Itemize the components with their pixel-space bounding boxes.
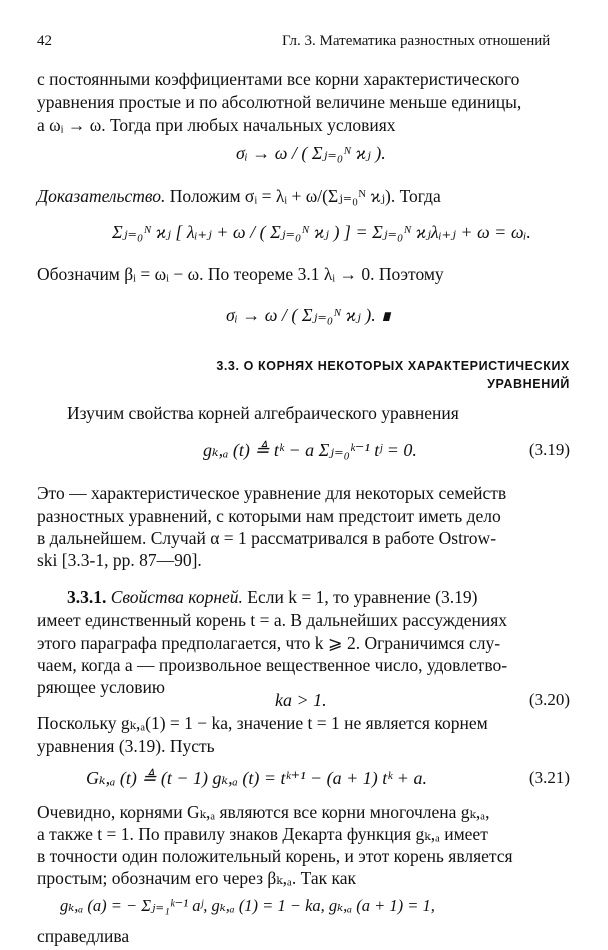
equation-3-21-number: (3.21) [528, 768, 570, 787]
subsection-title: Свойства корней. [110, 587, 243, 607]
section-title-line-1: 3.3. О КОРНЯХ НЕКОТОРЫХ ХАРАКТЕРИСТИЧЕСКИХ [216, 359, 570, 373]
section-title-line-2: УРАВНЕНИЙ [487, 377, 570, 391]
subsection-first-line [67, 586, 477, 609]
paragraph-6-line-2: а также t = 1. По правилу знаков Декарта функция gₖ,ₐ имеет [37, 824, 488, 844]
paragraph-1-line-1: с постоянными коэффициентами все корни характеристического [37, 69, 520, 89]
subsection-line-1: Если k = 1, то уравнение (3.19) [247, 587, 478, 607]
paragraph-4-line-3: в дальнейшем. Случай α = 1 рассматривался в работе Ostrow- [37, 528, 497, 548]
equation-3-21: Gₖ,ₐ (t) ≜ (t − 1) gₖ,ₐ (t) = tᵏ⁺¹ − (a + 1) tᵏ + a. [86, 768, 427, 788]
equation-3-20: ka > 1. [275, 690, 327, 710]
page-number: 42 [37, 33, 52, 49]
paragraph-6-line-1: Очевидно, корнями Gₖ,ₐ являются все корни многочлена gₖ,ₐ, [37, 802, 490, 822]
subsection-line-4: чаем, когда a — произвольное вещественное число, удовлетво- [37, 655, 508, 675]
equation-3-20-number: (3.20) [528, 690, 570, 709]
formula-last: gₖ,ₐ (a) = − Σⱼ₌₁ᵏ⁻¹ aʲ, gₖ,ₐ (1) = 1 − ka, gₖ,ₐ (a + 1) = 1, [60, 896, 435, 915]
formula-2: Σⱼ₌₀ᴺ ϰⱼ [ λᵢ₊ⱼ + ω / ( Σⱼ₌₀ᴺ ϰⱼ ) ] = Σⱼ₌₀ᴺ ϰⱼλᵢ₊ⱼ + ω = ωᵢ. [112, 222, 531, 242]
subsection-number: 3.3.1. [67, 587, 107, 607]
paragraph-3: Изучим свойства корней алгебраического уравнения [67, 403, 459, 423]
equation-3-19-number: (3.19) [528, 440, 570, 459]
formula-1: σᵢ → ω / ( Σⱼ₌₀ᴺ ϰⱼ ). [236, 143, 386, 163]
paragraph-1-line-3: а ωᵢ → ω. Тогда при любых начальных условиях [37, 115, 396, 135]
paragraph-4-line-1: Это — характеристическое уравнение для некоторых семейств [37, 483, 507, 503]
paragraph-4-line-2: разностных уравнений, с которыми нам предстоит иметь дело [37, 506, 501, 526]
proof-line [37, 185, 441, 208]
subsection-line-5: ряющее условию [37, 677, 165, 697]
paragraph-6-line-3: в точности один положительный корень, и этот корень является [37, 846, 513, 866]
formula-3: σᵢ → ω / ( Σⱼ₌₀ᴺ ϰⱼ ). ∎ [226, 305, 392, 325]
equation-3-19: gₖ,ₐ (t) ≜ tᵏ − a Σⱼ₌₀ᵏ⁻¹ tʲ = 0. [203, 440, 417, 460]
proof-label: Доказательство. [37, 186, 166, 206]
paragraph-6-line-4: простым; обозначим его через βₖ,ₐ. Так как [37, 868, 356, 888]
proof-text: Положим σᵢ = λᵢ + ω/(Σⱼ₌₀ᴺ ϰⱼ). Тогда [169, 186, 441, 206]
last-line: справедлива [37, 926, 130, 946]
subsection-line-2: имеет единственный корень t = a. В дальнейших рассуждениях [37, 610, 508, 630]
paragraph-2: Обозначим βᵢ = ωᵢ − ω. По теореме 3.1 λᵢ → 0. Поэтому [37, 264, 444, 284]
paragraph-4-line-4: ski [3.3-1, pp. 87—90]. [37, 550, 202, 570]
subsection-line-3: этого параграфа предполагается, что k ⩾ 2. Ограничимся слу- [37, 633, 501, 653]
running-title: Гл. 3. Математика разностных отношений [282, 33, 551, 49]
paragraph-5-line-2: уравнения (3.19). Пусть [37, 736, 215, 756]
paragraph-5-line-1: Поскольку gₖ,ₐ(1) = 1 − ka, значение t = 1 не является корнем [37, 713, 488, 733]
paragraph-1-line-2: уравнения простые и по абсолютной величине меньше единицы, [37, 92, 522, 112]
